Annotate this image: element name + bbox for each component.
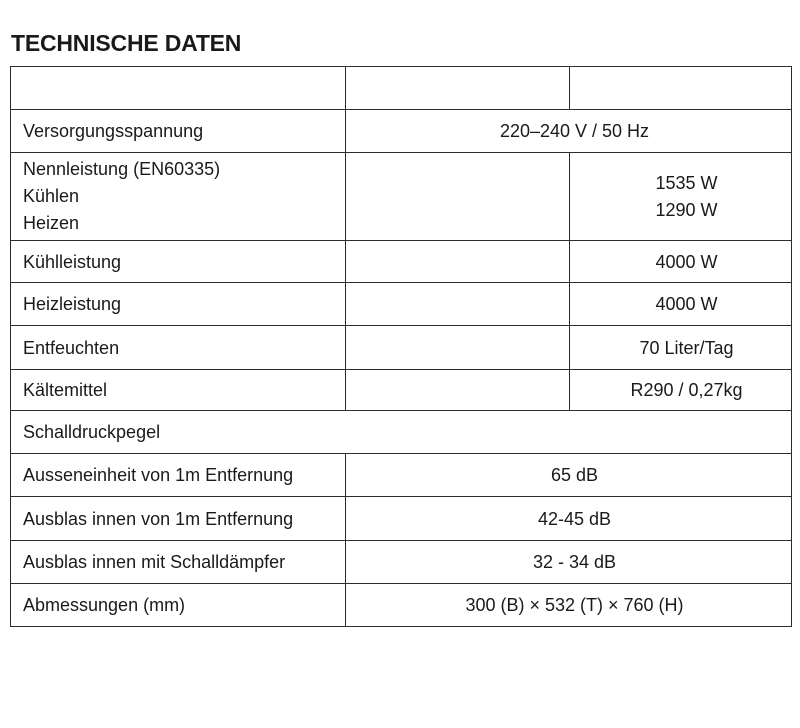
table-row-supply — [11, 110, 792, 153]
table-row-rated-power — [11, 153, 792, 241]
header-cell-empty-2 — [346, 67, 570, 110]
spec-table — [10, 66, 792, 627]
outlet-muffler-value: 32 - 34 dB — [346, 541, 792, 584]
dehumidify-value: 70 Liter/Tag — [570, 326, 792, 370]
refrigerant-label: Kältemittel — [11, 370, 346, 411]
table-row-cooling-capacity — [11, 241, 792, 283]
cooling-capacity-label: Kühlleistung — [11, 241, 346, 283]
outlet-1m-value: 42-45 dB — [346, 497, 792, 541]
rated-power-label-cell — [11, 153, 346, 241]
page-title: TECHNISCHE DATEN — [11, 30, 242, 56]
dehumidify-empty-cell — [346, 326, 570, 370]
supply-label: Versorgungsspannung — [11, 110, 346, 153]
outlet-1m-label: Ausblas innen von 1m Entfernung — [11, 497, 346, 541]
dimensions-label: Abmessungen (mm) — [11, 584, 346, 627]
refrigerant-value: R290 / 0,27kg — [570, 370, 792, 411]
table-row-sound-header — [11, 411, 792, 454]
supply-value: 220–240 V / 50 Hz — [346, 110, 792, 153]
table-header-row — [11, 67, 792, 110]
table-row-heating-capacity — [11, 283, 792, 326]
table-row-refrigerant — [11, 370, 792, 411]
rated-power-heating-value: 1290 W — [655, 199, 718, 220]
table-row-outlet-1m — [11, 497, 792, 541]
header-cell-empty-1 — [11, 67, 346, 110]
table-row-dimensions — [11, 584, 792, 627]
table-row-outdoor-1m — [11, 454, 792, 497]
outdoor-1m-value: 65 dB — [346, 454, 792, 497]
refrigerant-empty-cell — [346, 370, 570, 411]
dimensions-value: 300 (B) × 532 (T) × 760 (H) — [346, 584, 792, 627]
cooling-capacity-value: 4000 W — [570, 241, 792, 283]
outdoor-1m-label: Ausseneinheit von 1m Entfernung — [11, 454, 346, 497]
table-row-outlet-muffler — [11, 541, 792, 584]
dehumidify-label: Entfeuchten — [11, 326, 346, 370]
rated-power-empty-cell — [346, 153, 570, 241]
heating-capacity-value: 4000 W — [570, 283, 792, 326]
header-cell-empty-3 — [570, 67, 792, 110]
rated-power-cooling-label: Kühlen — [23, 186, 80, 206]
sound-header-label: Schalldruckpegel — [11, 411, 792, 454]
rated-power-label: Nennleistung (EN60335) — [23, 159, 221, 179]
rated-power-heating-label: Heizen — [23, 213, 80, 233]
heating-capacity-empty-cell — [346, 283, 570, 326]
table-row-dehumidify — [11, 326, 792, 370]
heating-capacity-label: Heizleistung — [11, 283, 346, 326]
rated-power-values-cell — [570, 153, 792, 241]
rated-power-cooling-value: 1535 W — [655, 172, 718, 193]
outlet-muffler-label: Ausblas innen mit Schalldämpfer — [11, 541, 346, 584]
cooling-capacity-empty-cell — [346, 241, 570, 283]
